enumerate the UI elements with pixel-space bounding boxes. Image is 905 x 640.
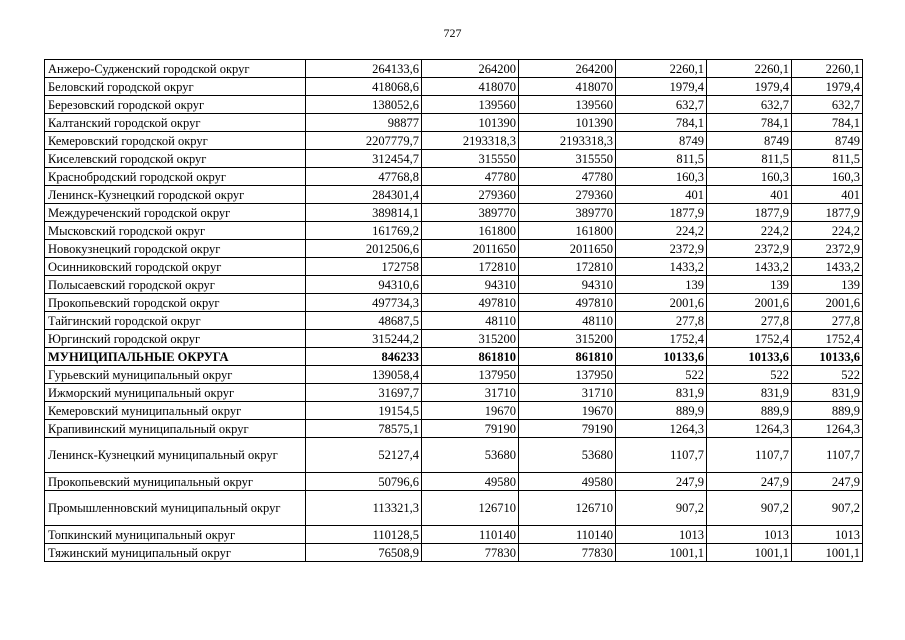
value-cell: 279360	[519, 186, 616, 204]
value-cell: 2001,6	[707, 294, 792, 312]
value-cell: 10133,6	[792, 348, 863, 366]
value-cell: 1107,7	[707, 438, 792, 473]
table-row	[45, 420, 863, 438]
row-name-cell: МУНИЦИПАЛЬНЫЕ ОКРУГА	[45, 348, 306, 366]
value-cell: 8749	[616, 132, 707, 150]
row-name-cell: Березовский городской округ	[45, 96, 306, 114]
value-cell: 98877	[306, 114, 422, 132]
row-name-cell: Калтанский городской округ	[45, 114, 306, 132]
value-cell: 1264,3	[792, 420, 863, 438]
value-cell: 76508,9	[306, 544, 422, 562]
value-cell: 48110	[422, 312, 519, 330]
row-name-cell: Ижморский муниципальный округ	[45, 384, 306, 402]
value-cell: 831,9	[792, 384, 863, 402]
value-cell: 110140	[422, 526, 519, 544]
row-name-cell: Топкинский муниципальный округ	[45, 526, 306, 544]
table-row	[45, 438, 863, 473]
table-row	[45, 60, 863, 78]
value-cell: 811,5	[792, 150, 863, 168]
value-cell: 2372,9	[707, 240, 792, 258]
value-cell: 632,7	[707, 96, 792, 114]
value-cell: 1979,4	[792, 78, 863, 96]
value-cell: 2207779,7	[306, 132, 422, 150]
row-name-cell: Тяжинский муниципальный округ	[45, 544, 306, 562]
value-cell: 2260,1	[792, 60, 863, 78]
value-cell: 1433,2	[707, 258, 792, 276]
row-name-cell: Кемеровский муниципальный округ	[45, 402, 306, 420]
value-cell: 53680	[422, 438, 519, 473]
value-cell: 418070	[422, 78, 519, 96]
value-cell: 2012506,6	[306, 240, 422, 258]
value-cell: 77830	[422, 544, 519, 562]
value-cell: 889,9	[707, 402, 792, 420]
table-row	[45, 348, 863, 366]
value-cell: 19154,5	[306, 402, 422, 420]
value-cell: 1433,2	[792, 258, 863, 276]
value-cell: 47768,8	[306, 168, 422, 186]
value-cell: 138052,6	[306, 96, 422, 114]
page-number: 727	[443, 26, 462, 40]
table-row	[45, 473, 863, 491]
value-cell: 8749	[707, 132, 792, 150]
value-cell: 312454,7	[306, 150, 422, 168]
value-cell: 139560	[422, 96, 519, 114]
value-cell: 522	[792, 366, 863, 384]
value-cell: 1107,7	[616, 438, 707, 473]
value-cell: 101390	[519, 114, 616, 132]
value-cell: 78575,1	[306, 420, 422, 438]
value-cell: 811,5	[616, 150, 707, 168]
value-cell: 277,8	[616, 312, 707, 330]
row-name-cell: Гурьевский муниципальный округ	[45, 366, 306, 384]
value-cell: 861810	[422, 348, 519, 366]
value-cell: 264200	[422, 60, 519, 78]
value-cell: 160,3	[707, 168, 792, 186]
value-cell: 784,1	[707, 114, 792, 132]
value-cell: 522	[616, 366, 707, 384]
table-row	[45, 526, 863, 544]
value-cell: 1001,1	[616, 544, 707, 562]
row-name-cell: Тайгинский городской округ	[45, 312, 306, 330]
table-body	[45, 60, 863, 562]
table-row	[45, 312, 863, 330]
value-cell: 1877,9	[616, 204, 707, 222]
value-cell: 47780	[422, 168, 519, 186]
value-cell: 172810	[422, 258, 519, 276]
value-cell: 161800	[519, 222, 616, 240]
row-name-cell: Ленинск-Кузнецкий муниципальный округ	[45, 438, 306, 473]
row-name-cell: Промышленновский муниципальный округ	[45, 491, 306, 526]
value-cell: 101390	[422, 114, 519, 132]
value-cell: 79190	[422, 420, 519, 438]
value-cell: 389770	[422, 204, 519, 222]
row-name-cell: Осинниковский городской округ	[45, 258, 306, 276]
value-cell: 279360	[422, 186, 519, 204]
value-cell: 632,7	[792, 96, 863, 114]
row-name-cell: Полысаевский городской округ	[45, 276, 306, 294]
row-name-cell: Киселевский городской округ	[45, 150, 306, 168]
value-cell: 497810	[519, 294, 616, 312]
value-cell: 94310	[519, 276, 616, 294]
table-row	[45, 96, 863, 114]
value-cell: 172758	[306, 258, 422, 276]
value-cell: 139560	[519, 96, 616, 114]
table-row	[45, 114, 863, 132]
value-cell: 315200	[519, 330, 616, 348]
value-cell: 110140	[519, 526, 616, 544]
value-cell: 907,2	[616, 491, 707, 526]
value-cell: 224,2	[707, 222, 792, 240]
row-name-cell: Крапивинский муниципальный округ	[45, 420, 306, 438]
value-cell: 861810	[519, 348, 616, 366]
value-cell: 19670	[422, 402, 519, 420]
value-cell: 2372,9	[616, 240, 707, 258]
row-name-cell: Прокопьевский муниципальный округ	[45, 473, 306, 491]
row-name-cell: Мысковский городской округ	[45, 222, 306, 240]
value-cell: 831,9	[616, 384, 707, 402]
value-cell: 401	[707, 186, 792, 204]
value-cell: 284301,4	[306, 186, 422, 204]
value-cell: 264133,6	[306, 60, 422, 78]
value-cell: 48687,5	[306, 312, 422, 330]
value-cell: 1877,9	[707, 204, 792, 222]
value-cell: 53680	[519, 438, 616, 473]
value-cell: 1264,3	[707, 420, 792, 438]
value-cell: 1752,4	[792, 330, 863, 348]
value-cell: 811,5	[707, 150, 792, 168]
value-cell: 784,1	[616, 114, 707, 132]
table-row	[45, 186, 863, 204]
value-cell: 784,1	[792, 114, 863, 132]
value-cell: 2001,6	[792, 294, 863, 312]
value-cell: 160,3	[792, 168, 863, 186]
value-cell: 389770	[519, 204, 616, 222]
value-cell: 315244,2	[306, 330, 422, 348]
value-cell: 50796,6	[306, 473, 422, 491]
value-cell: 94310	[422, 276, 519, 294]
value-cell: 1001,1	[707, 544, 792, 562]
row-name-cell: Юргинский городской округ	[45, 330, 306, 348]
value-cell: 1877,9	[792, 204, 863, 222]
value-cell: 1433,2	[616, 258, 707, 276]
value-cell: 172810	[519, 258, 616, 276]
row-name-cell: Краснобродский городской округ	[45, 168, 306, 186]
value-cell: 831,9	[707, 384, 792, 402]
value-cell: 1013	[792, 526, 863, 544]
value-cell: 247,9	[616, 473, 707, 491]
table-row	[45, 276, 863, 294]
value-cell: 113321,3	[306, 491, 422, 526]
table-row	[45, 132, 863, 150]
value-cell: 137950	[422, 366, 519, 384]
value-cell: 907,2	[707, 491, 792, 526]
value-cell: 31710	[519, 384, 616, 402]
table-row	[45, 240, 863, 258]
budget-table	[44, 59, 863, 562]
value-cell: 10133,6	[707, 348, 792, 366]
value-cell: 110128,5	[306, 526, 422, 544]
table-row	[45, 402, 863, 420]
value-cell: 10133,6	[616, 348, 707, 366]
value-cell: 2372,9	[792, 240, 863, 258]
value-cell: 1752,4	[616, 330, 707, 348]
value-cell: 2011650	[422, 240, 519, 258]
value-cell: 2001,6	[616, 294, 707, 312]
value-cell: 139	[616, 276, 707, 294]
value-cell: 77830	[519, 544, 616, 562]
value-cell: 401	[616, 186, 707, 204]
value-cell: 126710	[422, 491, 519, 526]
value-cell: 497734,3	[306, 294, 422, 312]
table-row	[45, 544, 863, 562]
value-cell: 79190	[519, 420, 616, 438]
table-row	[45, 222, 863, 240]
row-name-cell: Новокузнецкий городской округ	[45, 240, 306, 258]
value-cell: 277,8	[792, 312, 863, 330]
value-cell: 1979,4	[707, 78, 792, 96]
value-cell: 389814,1	[306, 204, 422, 222]
value-cell: 2260,1	[616, 60, 707, 78]
value-cell: 48110	[519, 312, 616, 330]
value-cell: 1107,7	[792, 438, 863, 473]
value-cell: 161800	[422, 222, 519, 240]
row-name-cell: Кемеровский городской округ	[45, 132, 306, 150]
table-row	[45, 330, 863, 348]
value-cell: 247,9	[792, 473, 863, 491]
row-name-cell: Ленинск-Кузнецкий городской округ	[45, 186, 306, 204]
value-cell: 846233	[306, 348, 422, 366]
value-cell: 1979,4	[616, 78, 707, 96]
value-cell: 1264,3	[616, 420, 707, 438]
value-cell: 31710	[422, 384, 519, 402]
value-cell: 315550	[519, 150, 616, 168]
value-cell: 1752,4	[707, 330, 792, 348]
value-cell: 315200	[422, 330, 519, 348]
value-cell: 1001,1	[792, 544, 863, 562]
value-cell: 139	[707, 276, 792, 294]
table-row	[45, 384, 863, 402]
value-cell: 8749	[792, 132, 863, 150]
table-row	[45, 366, 863, 384]
table-row	[45, 168, 863, 186]
table-row	[45, 491, 863, 526]
value-cell: 264200	[519, 60, 616, 78]
value-cell: 126710	[519, 491, 616, 526]
table-row	[45, 204, 863, 222]
value-cell: 160,3	[616, 168, 707, 186]
value-cell: 94310,6	[306, 276, 422, 294]
value-cell: 497810	[422, 294, 519, 312]
table-row	[45, 78, 863, 96]
value-cell: 31697,7	[306, 384, 422, 402]
value-cell: 1013	[707, 526, 792, 544]
value-cell: 418068,6	[306, 78, 422, 96]
row-name-cell: Анжеро-Судженский городской округ	[45, 60, 306, 78]
value-cell: 907,2	[792, 491, 863, 526]
value-cell: 139	[792, 276, 863, 294]
value-cell: 52127,4	[306, 438, 422, 473]
row-name-cell: Беловский городской округ	[45, 78, 306, 96]
value-cell: 277,8	[707, 312, 792, 330]
value-cell: 315550	[422, 150, 519, 168]
value-cell: 49580	[519, 473, 616, 491]
value-cell: 632,7	[616, 96, 707, 114]
table-row	[45, 258, 863, 276]
value-cell: 522	[707, 366, 792, 384]
value-cell: 137950	[519, 366, 616, 384]
row-name-cell: Междуреченский городской округ	[45, 204, 306, 222]
value-cell: 2193318,3	[422, 132, 519, 150]
value-cell: 224,2	[616, 222, 707, 240]
value-cell: 889,9	[792, 402, 863, 420]
value-cell: 224,2	[792, 222, 863, 240]
value-cell: 47780	[519, 168, 616, 186]
value-cell: 247,9	[707, 473, 792, 491]
value-cell: 19670	[519, 402, 616, 420]
value-cell: 2011650	[519, 240, 616, 258]
value-cell: 139058,4	[306, 366, 422, 384]
row-name-cell: Прокопьевский городской округ	[45, 294, 306, 312]
value-cell: 2260,1	[707, 60, 792, 78]
value-cell: 49580	[422, 473, 519, 491]
value-cell: 161769,2	[306, 222, 422, 240]
table-row	[45, 294, 863, 312]
value-cell: 418070	[519, 78, 616, 96]
value-cell: 2193318,3	[519, 132, 616, 150]
value-cell: 1013	[616, 526, 707, 544]
value-cell: 889,9	[616, 402, 707, 420]
value-cell: 401	[792, 186, 863, 204]
table-row	[45, 150, 863, 168]
